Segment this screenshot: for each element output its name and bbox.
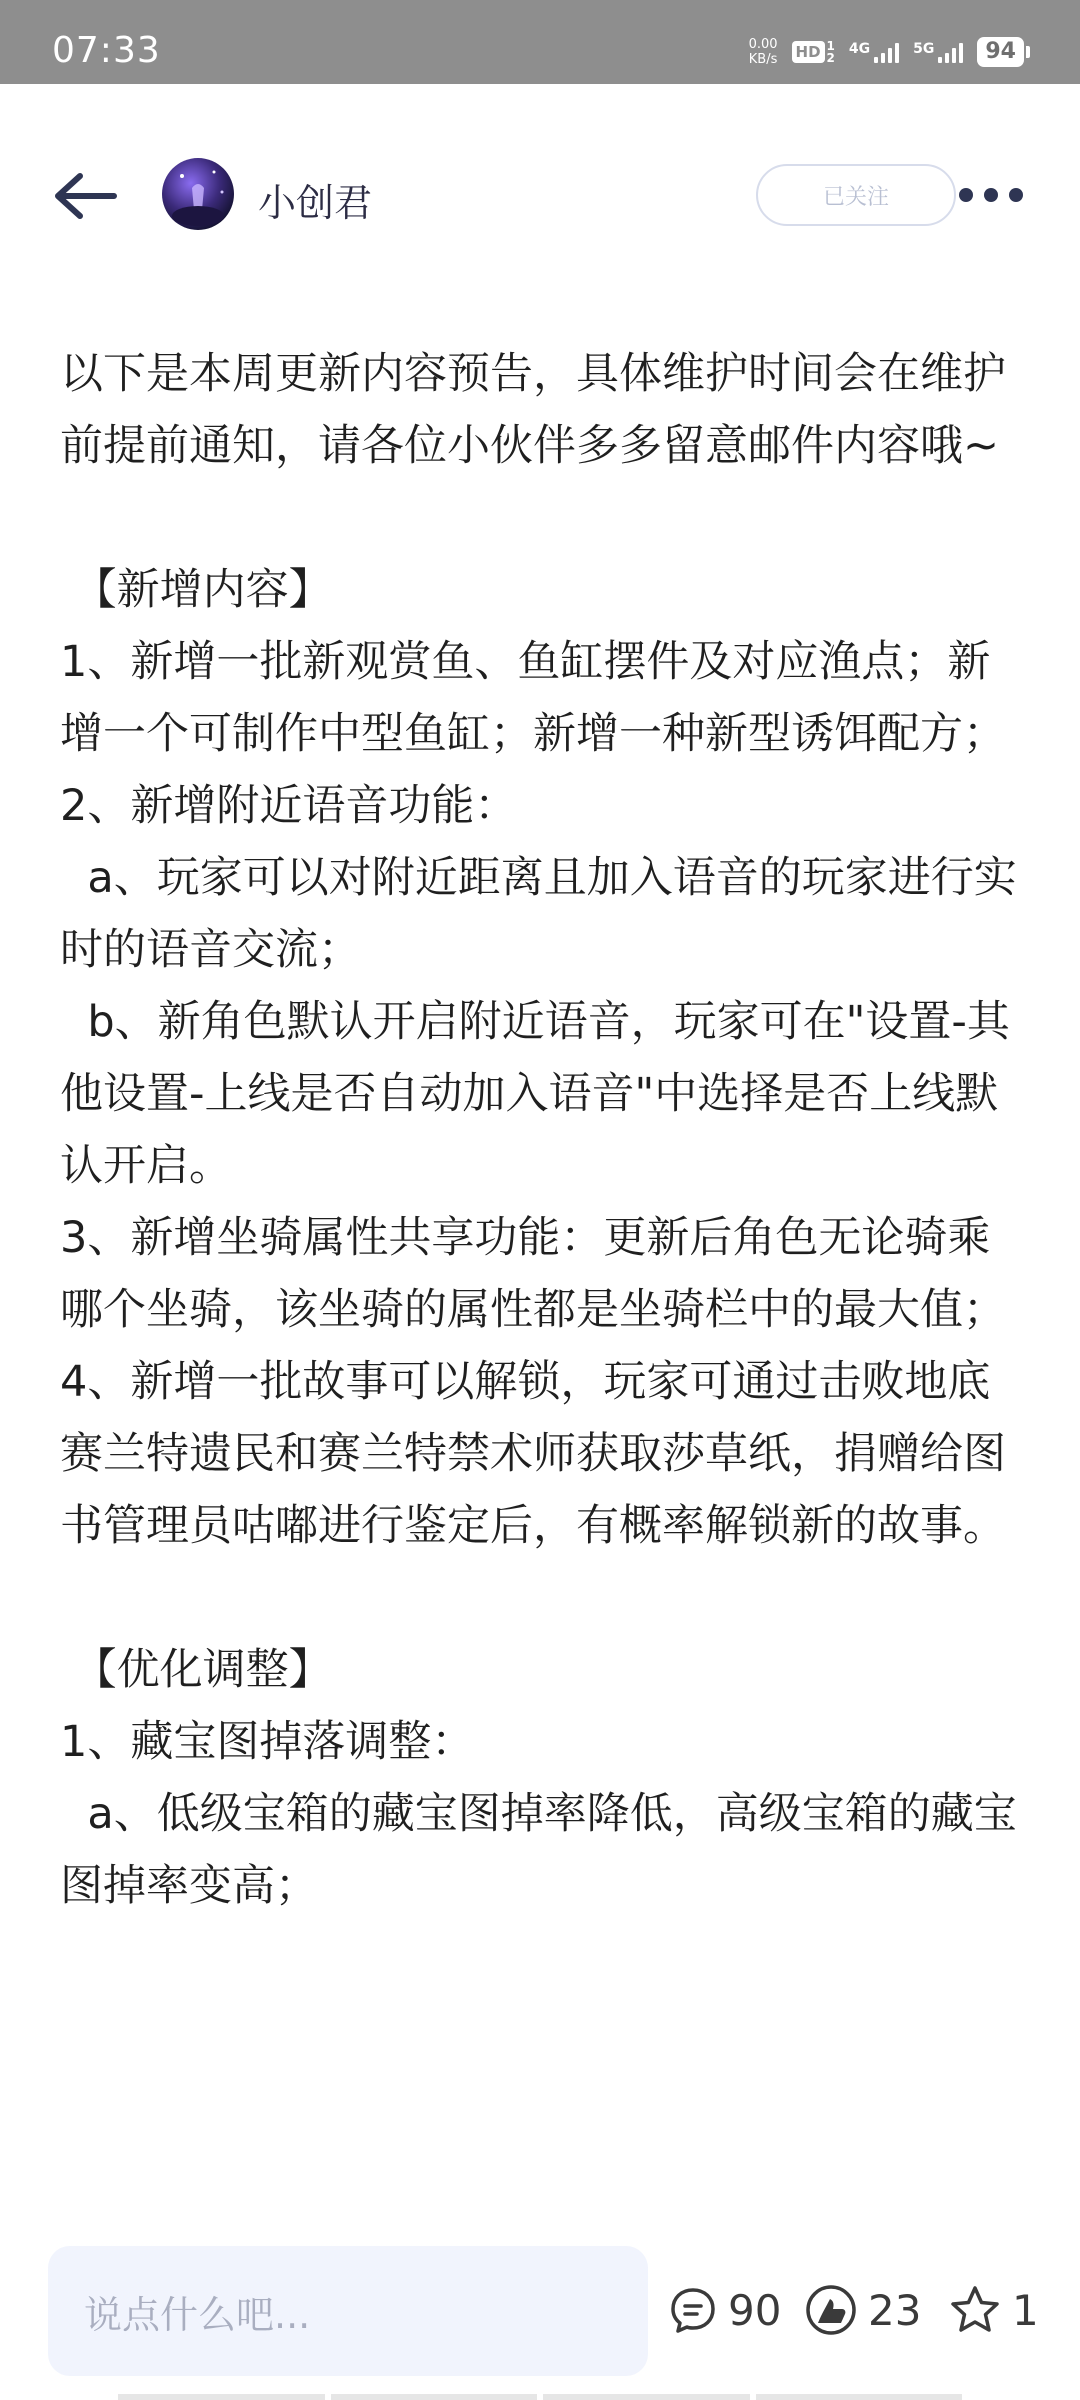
signal-sim2-icon	[913, 41, 963, 63]
network-speed	[749, 37, 778, 67]
like-button[interactable]	[804, 2278, 921, 2342]
favorite-button[interactable]	[948, 2278, 1039, 2342]
comment-count: 90	[728, 2285, 782, 2335]
more-options-button[interactable]	[956, 180, 1026, 210]
battery-icon	[977, 37, 1030, 67]
author-name[interactable]: 小创君	[258, 181, 373, 225]
article-paragraph: a、玩家可以对附近距离且加入语音的玩家进行实时的语音交流；	[60, 853, 1017, 975]
article-paragraph: 1、藏宝图掉落调整：	[60, 1717, 475, 1767]
home-indicator	[118, 2394, 962, 2400]
section-heading-optimization: 【优化调整】	[60, 1645, 332, 1695]
comment-icon	[668, 2285, 718, 2335]
status-icons	[749, 32, 1030, 72]
arrow-left-icon	[50, 168, 122, 224]
comment-button[interactable]	[668, 2278, 781, 2342]
article-paragraph: 以下是本周更新内容预告，具体维护时间会在维护前提前通知，请各位小伙伴多多留意邮件内容哦~	[60, 349, 1006, 471]
section-heading-new-content: 【新增内容】	[60, 565, 332, 615]
hd-icon	[792, 40, 835, 64]
article-paragraph: 3、新增坐骑属性共享功能：更新后角色无论骑乘哪个坐骑，该坐骑的属性都是坐骑栏中的最大值；	[60, 1213, 1006, 1335]
article-paragraph: 1、新增一批新观赏鱼、鱼缸摆件及对应渔点；新增一个可制作中型鱼缸；新增一种新型诱饵配方；	[60, 637, 1006, 759]
comment-input[interactable]: 说点什么吧...	[48, 2246, 648, 2376]
article-blank-line	[60, 482, 1020, 554]
network-speed-unit: KB/s	[748, 52, 778, 67]
status-bar	[0, 0, 1080, 84]
article-blank-line	[60, 1562, 1020, 1634]
signal-sim1-icon	[849, 41, 899, 63]
more-dots-icon	[956, 180, 1026, 210]
hd-label: HD	[792, 41, 825, 63]
star-icon	[948, 2284, 1002, 2336]
article-paragraph: b、新角色默认开启附近语音，玩家可在"设置-其他设置-上线是否自动加入语音"中选择是否上线默认开启。	[60, 997, 1010, 1191]
bottom-action-bar	[0, 2232, 1080, 2400]
battery-level: 94	[977, 37, 1024, 67]
post-header	[0, 140, 1080, 250]
favorite-count: 1	[1012, 2285, 1039, 2335]
avatar-image	[162, 158, 234, 230]
avatar[interactable]	[162, 158, 234, 230]
like-icon	[804, 2283, 858, 2337]
article-body	[60, 338, 1020, 1922]
status-time: 07:33	[52, 30, 161, 71]
article-paragraph: 2、新增附近语音功能：	[60, 781, 518, 831]
sim2-network-label: 5G	[913, 41, 935, 57]
hd-sub-top: 1	[826, 39, 835, 53]
like-count: 23	[868, 2285, 922, 2335]
sim1-network-label: 4G	[848, 41, 871, 57]
network-speed-value: 0.00	[748, 37, 778, 52]
hd-sub-bottom: 2	[826, 51, 835, 65]
article-paragraph: 4、新增一批故事可以解锁，玩家可通过击败地底赛兰特遗民和赛兰特禁术师获取莎草纸，捐赠给图书管理员咕嘟进行鉴定后，有概率解锁新的故事。	[60, 1357, 1006, 1551]
article-paragraph: a、低级宝箱的藏宝图掉率降低，高级宝箱的藏宝图掉率变高；	[60, 1789, 1017, 1911]
back-button[interactable]	[50, 168, 122, 224]
follow-button[interactable]: 已关注	[756, 164, 956, 226]
